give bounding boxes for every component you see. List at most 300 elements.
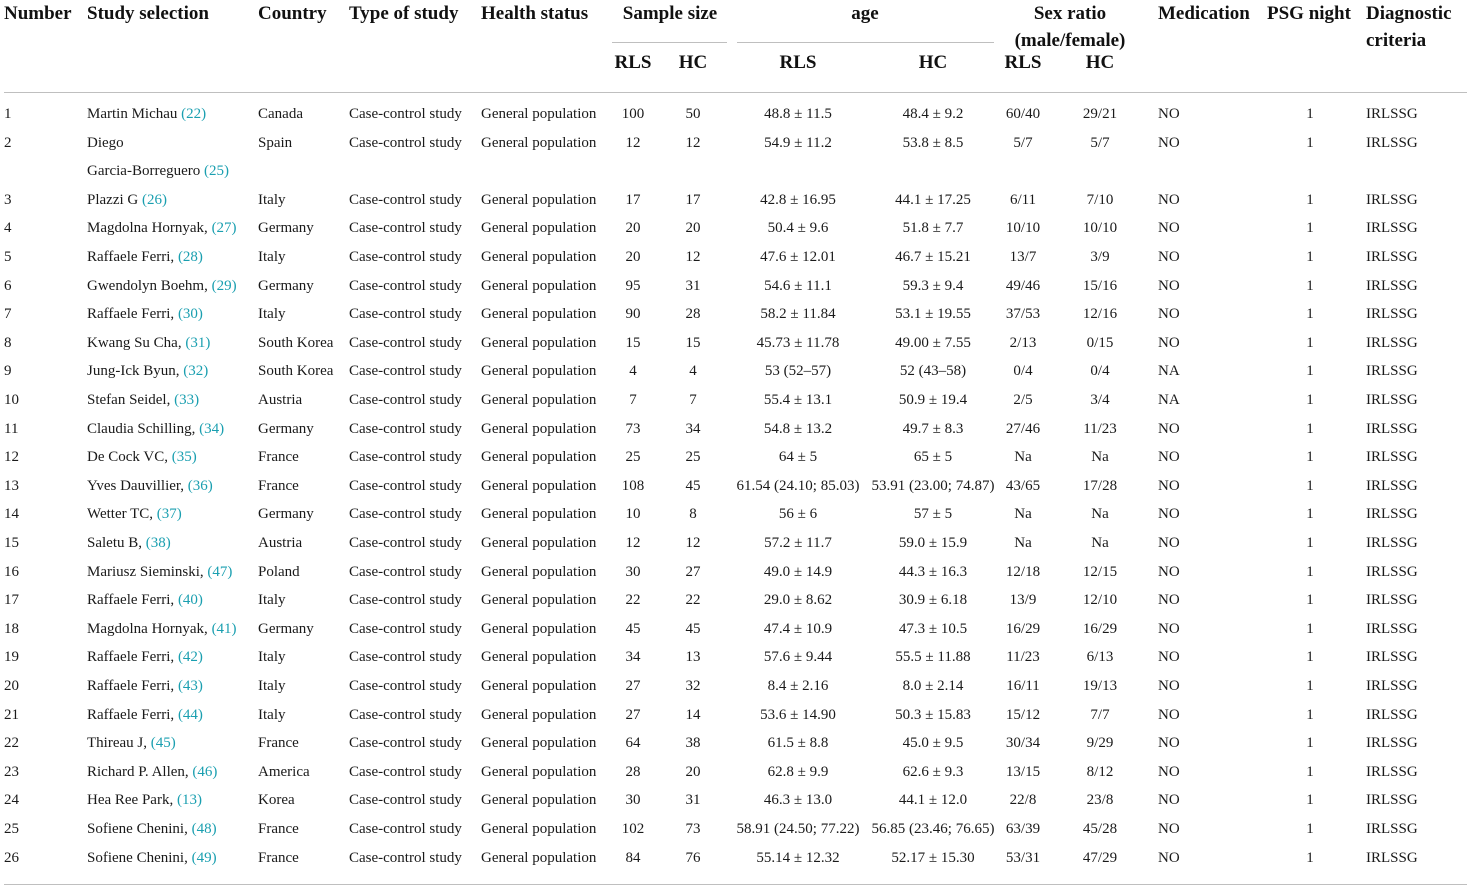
cell-number: 20 xyxy=(4,678,19,694)
cell-sex-hc: 15/16 xyxy=(1082,277,1118,294)
sample-size-group-rule xyxy=(612,42,727,43)
cell-diagnostic-criteria: IRLSSG xyxy=(1366,249,1418,265)
cell-number: 4 xyxy=(4,220,12,237)
cell-age-hc: 46.7 ± 15.21 xyxy=(895,249,971,265)
cell-sample-rls: 73 xyxy=(625,420,641,437)
cell-age-rls: 55.14 ± 12.32 xyxy=(756,849,840,866)
header-country: Country xyxy=(258,3,327,24)
cell-sample-rls: 84 xyxy=(625,849,641,866)
cell-country: Germany xyxy=(258,506,314,523)
cell-type-of-study: Case-control study xyxy=(349,392,462,408)
author-name: Thireau J, xyxy=(87,735,147,752)
cell-medication: NA xyxy=(1158,363,1180,380)
table-row xyxy=(0,186,1471,215)
cell-sample-rls: 34 xyxy=(625,649,641,666)
cell-health-status: General population xyxy=(481,821,597,837)
cell-type-of-study: Case-control study xyxy=(349,792,462,809)
cell-number: 21 xyxy=(4,706,19,723)
cell-type-of-study: Case-control study xyxy=(349,849,462,866)
cell-type-of-study: Case-control study xyxy=(349,449,462,466)
cell-sample-hc: 38 xyxy=(685,735,701,752)
cell-study-selection xyxy=(87,357,255,385)
cell-country: Germany xyxy=(258,620,314,637)
header-bottom-rule xyxy=(4,92,1467,93)
cell-study-selection xyxy=(87,472,255,500)
author-name: Hea Ree Park, xyxy=(87,792,174,809)
cell-age-rls: 53 (52–57) xyxy=(764,363,832,380)
cell-type-of-study: Case-control study xyxy=(349,821,462,837)
cell-age-rls: 61.54 (24.10; 85.03) xyxy=(736,477,860,494)
cell-country: Italy xyxy=(258,706,286,723)
cell-study-selection xyxy=(87,386,255,414)
author-name: Plazzi G xyxy=(87,191,139,208)
cell-sex-rls: 5/7 xyxy=(1013,134,1033,151)
cell-sample-rls: 20 xyxy=(625,249,641,265)
cell-type-of-study: Case-control study xyxy=(349,706,462,723)
cell-country: France xyxy=(258,735,299,752)
cell-type-of-study: Case-control study xyxy=(349,191,462,208)
cell-sex-hc: 6/13 xyxy=(1086,649,1114,666)
cell-health-status: General population xyxy=(481,792,597,809)
cell-health-status: General population xyxy=(481,563,597,580)
cell-sample-rls: 90 xyxy=(625,306,641,323)
cell-age-rls: 56 ± 6 xyxy=(778,506,818,523)
cell-number: 2 xyxy=(4,134,12,151)
author-name-continued: Garcia-Borreguero xyxy=(87,162,201,179)
cell-psg-night: 1 xyxy=(1306,191,1314,208)
cell-psg-night: 1 xyxy=(1306,249,1314,265)
table-row xyxy=(0,844,1471,873)
author-name: Wetter TC, xyxy=(87,506,153,523)
citation-link[interactable]: (43) xyxy=(177,678,203,694)
header-age: age xyxy=(851,3,879,24)
cell-sex-rls: 60/40 xyxy=(1005,106,1041,122)
cell-sex-hc: 3/9 xyxy=(1090,249,1110,265)
cell-psg-night: 1 xyxy=(1306,649,1314,666)
cell-diagnostic-criteria: IRLSSG xyxy=(1366,763,1418,780)
table-row xyxy=(0,272,1471,301)
cell-health-status: General population xyxy=(481,849,597,866)
cell-number: 18 xyxy=(4,620,19,637)
cell-type-of-study: Case-control study xyxy=(349,506,462,523)
author-name: Raffaele Ferri, xyxy=(87,678,175,694)
author-name: De Cock VC, xyxy=(87,449,168,466)
cell-type-of-study: Case-control study xyxy=(349,134,462,151)
cell-sample-hc: 20 xyxy=(685,763,701,780)
cell-health-status: General population xyxy=(481,363,597,380)
cell-type-of-study: Case-control study xyxy=(349,763,462,780)
cell-sex-rls: 27/46 xyxy=(1005,420,1041,437)
citation-link[interactable]: (33) xyxy=(174,392,200,408)
cell-medication: NO xyxy=(1158,477,1180,494)
cell-sample-hc: 73 xyxy=(685,821,701,837)
author-name: Sofiene Chenini, xyxy=(87,821,188,837)
cell-age-rls: 61.5 ± 8.8 xyxy=(767,735,829,752)
cell-age-hc: 59.3 ± 9.4 xyxy=(902,277,964,294)
cell-age-hc: 53.91 (23.00; 74.87) xyxy=(871,477,995,494)
cell-study-selection xyxy=(87,415,255,443)
cell-number: 1 xyxy=(4,106,12,122)
citation-link[interactable]: (32) xyxy=(183,363,209,380)
cell-sample-rls: 95 xyxy=(625,277,641,294)
cell-age-hc: 57 ± 5 xyxy=(913,506,953,523)
table-row xyxy=(0,386,1471,415)
cell-age-hc: 56.85 (23.46; 76.65) xyxy=(871,821,995,837)
cell-sample-rls: 17 xyxy=(625,191,641,208)
citation-link[interactable]: (35) xyxy=(171,449,197,466)
header-psg-night: PSG night xyxy=(1267,3,1351,24)
cell-medication: NO xyxy=(1158,306,1180,323)
cell-psg-night: 1 xyxy=(1306,106,1314,122)
cell-sex-hc: 5/7 xyxy=(1090,134,1110,151)
cell-study-selection xyxy=(87,643,255,671)
cell-study-selection xyxy=(87,701,255,729)
cell-sex-rls: 16/29 xyxy=(1005,620,1041,637)
cell-age-hc: 59.0 ± 15.9 xyxy=(898,535,968,551)
cell-country: France xyxy=(258,821,299,837)
cell-age-hc: 44.3 ± 16.3 xyxy=(898,563,968,580)
cell-country: America xyxy=(258,763,310,780)
table-row xyxy=(0,472,1471,501)
cell-health-status: General population xyxy=(481,277,597,294)
cell-diagnostic-criteria: IRLSSG xyxy=(1366,191,1418,208)
author-name: Saletu B, xyxy=(87,535,142,551)
citation-link[interactable]: (34) xyxy=(199,420,225,437)
citation-link[interactable]: (41) xyxy=(211,620,237,637)
table-row xyxy=(0,558,1471,587)
cell-sex-rls: 2/5 xyxy=(1013,392,1033,408)
cell-country: Germany xyxy=(258,420,314,437)
cell-age-hc: 50.3 ± 15.83 xyxy=(895,706,971,723)
cell-sex-rls: 13/9 xyxy=(1009,592,1037,609)
table-bottom-rule xyxy=(4,884,1467,885)
table-row xyxy=(0,243,1471,272)
cell-medication: NO xyxy=(1158,706,1180,723)
cell-medication: NO xyxy=(1158,620,1180,637)
cell-age-hc: 45.0 ± 9.5 xyxy=(902,735,964,752)
cell-sex-rls: 13/15 xyxy=(1005,763,1041,780)
cell-sex-hc: 12/16 xyxy=(1082,306,1118,323)
author-name: Raffaele Ferri, xyxy=(87,649,175,666)
author-name: Raffaele Ferri, xyxy=(87,592,175,609)
cell-sample-hc: 14 xyxy=(685,706,701,723)
table-row xyxy=(0,129,1471,179)
cell-study-selection xyxy=(87,815,255,843)
cell-number: 6 xyxy=(4,277,12,294)
cell-age-hc: 50.9 ± 19.4 xyxy=(898,392,968,408)
cell-diagnostic-criteria: IRLSSG xyxy=(1366,535,1418,551)
header-sample-rls: RLS xyxy=(614,52,652,73)
cell-psg-night: 1 xyxy=(1306,277,1314,294)
cell-type-of-study: Case-control study xyxy=(349,678,462,694)
citation-link[interactable]: (27) xyxy=(211,220,237,237)
cell-study-selection xyxy=(87,615,255,643)
cell-medication: NO xyxy=(1158,449,1180,466)
cell-type-of-study: Case-control study xyxy=(349,220,462,237)
cell-diagnostic-criteria: IRLSSG xyxy=(1366,649,1418,666)
cell-number: 10 xyxy=(4,392,19,408)
citation-link[interactable]: (40) xyxy=(177,592,203,609)
header-sex-ratio: Sex ratio xyxy=(1033,3,1107,24)
cell-sex-rls: 2/13 xyxy=(1009,334,1037,351)
cell-health-status: General population xyxy=(481,620,597,637)
cell-number: 5 xyxy=(4,249,12,265)
cell-country: Korea xyxy=(258,792,295,809)
cell-sample-hc: 28 xyxy=(685,306,701,323)
citation-link[interactable]: (42) xyxy=(177,649,203,666)
cell-study-selection xyxy=(87,100,255,128)
cell-number: 9 xyxy=(4,363,12,380)
cell-diagnostic-criteria: IRLSSG xyxy=(1366,792,1418,809)
cell-medication: NO xyxy=(1158,249,1180,265)
cell-country: South Korea xyxy=(258,363,334,380)
table-row xyxy=(0,329,1471,358)
cell-sample-hc: 4 xyxy=(689,363,697,380)
cell-type-of-study: Case-control study xyxy=(349,249,462,265)
cell-medication: NO xyxy=(1158,506,1180,523)
cell-age-rls: 53.6 ± 14.90 xyxy=(760,706,836,723)
cell-health-status: General population xyxy=(481,735,597,752)
cell-diagnostic-criteria: IRLSSG xyxy=(1366,849,1418,866)
cell-diagnostic-criteria: IRLSSG xyxy=(1366,334,1418,351)
cell-medication: NO xyxy=(1158,277,1180,294)
cell-study-selection xyxy=(87,786,255,814)
cell-type-of-study: Case-control study xyxy=(349,735,462,752)
cell-sex-hc: 7/7 xyxy=(1090,706,1110,723)
cell-diagnostic-criteria: IRLSSG xyxy=(1366,220,1418,237)
cell-diagnostic-criteria: IRLSSG xyxy=(1366,420,1418,437)
table-row xyxy=(0,300,1471,329)
cell-sample-hc: 7 xyxy=(689,392,697,408)
cell-health-status: General population xyxy=(481,392,597,408)
citation-link[interactable]: (31) xyxy=(185,334,211,351)
table-row xyxy=(0,100,1471,129)
cell-study-selection xyxy=(87,672,255,700)
cell-medication: NO xyxy=(1158,191,1180,208)
citation-link[interactable]: (13) xyxy=(176,792,202,809)
cell-number: 23 xyxy=(4,763,19,780)
header-criteria: criteria xyxy=(1366,30,1427,51)
cell-psg-night: 1 xyxy=(1306,849,1314,866)
cell-sex-hc: 29/21 xyxy=(1082,106,1118,122)
cell-study-selection xyxy=(87,500,255,528)
cell-medication: NO xyxy=(1158,735,1180,752)
cell-sex-hc: 16/29 xyxy=(1082,620,1118,637)
cell-medication: NO xyxy=(1158,649,1180,666)
cell-type-of-study: Case-control study xyxy=(349,334,462,351)
citation-link[interactable]: (22) xyxy=(181,106,207,122)
cell-sample-rls: 12 xyxy=(625,134,641,151)
cell-sex-rls: 0/4 xyxy=(1013,363,1033,380)
cell-psg-night: 1 xyxy=(1306,363,1314,380)
cell-country: Austria xyxy=(258,535,303,551)
cell-number: 7 xyxy=(4,306,12,323)
cell-country: France xyxy=(258,449,299,466)
cell-type-of-study: Case-control study xyxy=(349,535,462,551)
cell-sample-rls: 100 xyxy=(621,106,645,122)
cell-sex-hc: 11/23 xyxy=(1083,420,1117,437)
cell-sample-rls: 10 xyxy=(625,506,641,523)
cell-age-hc: 49.00 ± 7.55 xyxy=(895,334,971,351)
cell-study-selection xyxy=(87,558,255,586)
citation-link[interactable]: (44) xyxy=(177,706,203,723)
cell-country: Italy xyxy=(258,306,286,323)
cell-country: France xyxy=(258,477,299,494)
citation-link[interactable]: (25) xyxy=(204,162,230,179)
cell-type-of-study: Case-control study xyxy=(349,106,462,122)
cell-psg-night: 1 xyxy=(1306,821,1314,837)
cell-sample-rls: 7 xyxy=(629,392,637,408)
cell-sample-hc: 76 xyxy=(685,849,701,866)
cell-sex-rls: 10/10 xyxy=(1005,220,1041,237)
cell-sample-hc: 8 xyxy=(689,506,697,523)
citation-link[interactable]: (30) xyxy=(177,306,203,323)
cell-sample-hc: 13 xyxy=(685,649,701,666)
cell-medication: NO xyxy=(1158,792,1180,809)
cell-sex-hc: 12/10 xyxy=(1082,592,1118,609)
cell-sex-hc: 23/8 xyxy=(1086,792,1114,809)
cell-medication: NO xyxy=(1158,134,1180,151)
cell-psg-night: 1 xyxy=(1306,735,1314,752)
citation-link[interactable]: (26) xyxy=(141,191,167,208)
cell-sample-hc: 20 xyxy=(685,220,701,237)
cell-health-status: General population xyxy=(481,306,597,323)
cell-sex-hc: Na xyxy=(1091,449,1109,466)
citation-link[interactable]: (46) xyxy=(192,763,218,780)
cell-age-rls: 57.6 ± 9.44 xyxy=(763,649,833,666)
author-name: Kwang Su Cha, xyxy=(87,334,182,351)
cell-sample-hc: 17 xyxy=(685,191,701,208)
cell-sex-hc: 10/10 xyxy=(1082,220,1118,237)
cell-age-rls: 54.9 ± 11.2 xyxy=(764,134,832,151)
cell-health-status: General population xyxy=(481,106,597,122)
citation-link[interactable]: (37) xyxy=(156,506,182,523)
cell-study-selection xyxy=(87,758,255,786)
cell-study-selection xyxy=(87,243,255,271)
citation-link[interactable]: (45) xyxy=(150,735,176,752)
cell-sex-hc: 7/10 xyxy=(1086,191,1114,208)
cell-age-hc: 44.1 ± 12.0 xyxy=(898,792,968,809)
cell-country: France xyxy=(258,849,299,866)
cell-psg-night: 1 xyxy=(1306,449,1314,466)
citation-link[interactable]: (49) xyxy=(191,849,217,866)
author-name: Gwendolyn Boehm, xyxy=(87,277,208,294)
cell-psg-night: 1 xyxy=(1306,563,1314,580)
cell-diagnostic-criteria: IRLSSG xyxy=(1366,477,1418,494)
cell-age-hc: 48.4 ± 9.2 xyxy=(902,106,964,122)
table-row xyxy=(0,786,1471,815)
cell-diagnostic-criteria: IRLSSG xyxy=(1366,134,1418,151)
cell-sample-rls: 12 xyxy=(625,535,641,551)
cell-age-rls: 47.6 ± 12.01 xyxy=(760,249,836,265)
cell-diagnostic-criteria: IRLSSG xyxy=(1366,506,1418,523)
cell-age-rls: 50.4 ± 9.6 xyxy=(767,220,829,237)
citation-link[interactable]: (29) xyxy=(211,277,237,294)
cell-age-hc: 52 (43–58) xyxy=(899,363,967,380)
author-name: Diego xyxy=(87,134,124,151)
header-sex-ratio-sub: (male/female) xyxy=(1014,30,1126,51)
cell-diagnostic-criteria: IRLSSG xyxy=(1366,678,1418,694)
cell-sex-hc: 17/28 xyxy=(1082,477,1118,494)
cell-number: 13 xyxy=(4,477,19,494)
cell-age-rls: 54.6 ± 11.1 xyxy=(764,277,832,294)
cell-sex-rls: 30/34 xyxy=(1005,735,1041,752)
citation-link[interactable]: (38) xyxy=(145,535,171,551)
cell-health-status: General population xyxy=(481,706,597,723)
author-name: Sofiene Chenini, xyxy=(87,849,188,866)
cell-sex-rls: 11/23 xyxy=(1006,649,1040,666)
cell-medication: NO xyxy=(1158,563,1180,580)
cell-type-of-study: Case-control study xyxy=(349,363,462,380)
cell-psg-night: 1 xyxy=(1306,220,1314,237)
cell-country: Italy xyxy=(258,649,286,666)
cell-age-rls: 58.91 (24.50; 77.22) xyxy=(736,821,860,837)
cell-sample-rls: 45 xyxy=(625,620,641,637)
cell-medication: NO xyxy=(1158,106,1180,122)
cell-age-rls: 29.0 ± 8.62 xyxy=(763,592,833,609)
cell-sample-rls: 28 xyxy=(625,763,641,780)
cell-country: Germany xyxy=(258,220,314,237)
cell-health-status: General population xyxy=(481,249,597,265)
citation-link[interactable]: (36) xyxy=(187,477,213,494)
cell-health-status: General population xyxy=(481,134,597,151)
header-age-hc: HC xyxy=(918,52,948,73)
cell-sample-hc: 32 xyxy=(685,678,701,694)
cell-age-hc: 65 ± 5 xyxy=(913,449,953,466)
author-name: Raffaele Ferri, xyxy=(87,306,175,323)
header-medication: Medication xyxy=(1158,3,1250,24)
cell-study-selection xyxy=(87,844,255,872)
author-name: Magdolna Hornyak, xyxy=(87,620,208,637)
author-name: Richard P. Allen, xyxy=(87,763,189,780)
cell-medication: NO xyxy=(1158,334,1180,351)
cell-age-hc: 51.8 ± 7.7 xyxy=(902,220,964,237)
cell-diagnostic-criteria: IRLSSG xyxy=(1366,306,1418,323)
cell-country: Poland xyxy=(258,563,300,580)
header-number: Number xyxy=(4,3,72,24)
cell-sex-rls: 6/11 xyxy=(1009,191,1037,208)
cell-sample-rls: 27 xyxy=(625,678,641,694)
cell-sample-hc: 22 xyxy=(685,592,701,609)
cell-number: 15 xyxy=(4,535,19,551)
cell-sex-hc: 0/4 xyxy=(1090,363,1110,380)
cell-country: Italy xyxy=(258,191,286,208)
cell-health-status: General population xyxy=(481,477,597,494)
cell-diagnostic-criteria: IRLSSG xyxy=(1366,563,1418,580)
author-name: Claudia Schilling, xyxy=(87,420,196,437)
cell-type-of-study: Case-control study xyxy=(349,592,462,609)
cell-sample-hc: 27 xyxy=(685,563,701,580)
author-name: Magdolna Hornyak, xyxy=(87,220,208,237)
cell-sex-rls: 13/7 xyxy=(1009,249,1037,265)
table-row xyxy=(0,672,1471,701)
citation-link[interactable]: (48) xyxy=(191,821,217,837)
cell-age-hc: 30.9 ± 6.18 xyxy=(898,592,968,609)
cell-psg-night: 1 xyxy=(1306,706,1314,723)
cell-sample-hc: 15 xyxy=(685,334,701,351)
cell-sample-hc: 25 xyxy=(685,449,701,466)
cell-diagnostic-criteria: IRLSSG xyxy=(1366,592,1418,609)
citation-link[interactable]: (28) xyxy=(177,249,203,265)
cell-sample-hc: 31 xyxy=(685,277,701,294)
cell-sample-rls: 20 xyxy=(625,220,641,237)
cell-sex-rls: 22/8 xyxy=(1009,792,1037,809)
citation-link[interactable]: (47) xyxy=(207,563,233,580)
cell-country: Italy xyxy=(258,678,286,694)
cell-diagnostic-criteria: IRLSSG xyxy=(1366,620,1418,637)
cell-country: Spain xyxy=(258,134,293,151)
cell-sample-rls: 22 xyxy=(625,592,641,609)
